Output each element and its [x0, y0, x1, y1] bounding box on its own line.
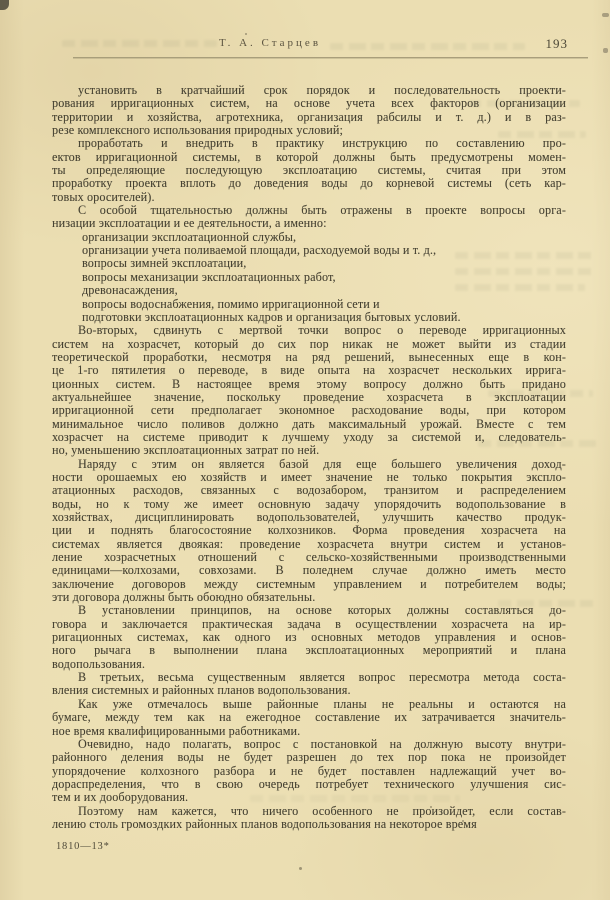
text-line: В третьих, весьма существенным является вопрос пересмотра метода соста-	[78, 671, 566, 685]
text-line: систем на хозрасчет, который до сих пор никак не может выйти из стадии	[52, 337, 566, 351]
text-line: рования ирригационных систем, на основе учета всех факторов (организации	[52, 97, 566, 111]
text-line: минимальное число поливов должно дать максимальный урожай. Вместе с тем	[52, 417, 566, 431]
text-line: ционных систем. В настоящее время этому вопросу должно быть придано	[52, 377, 566, 391]
text-line: дораспределения, что в свою очередь потребует технического улучшения сис-	[52, 777, 566, 791]
text-line: ирригационной сети предполагает экономное расходование воды, при котором	[52, 404, 566, 418]
text-line: ного рычага в выполнении плана эксплоатационных мероприятий и плана	[52, 644, 566, 658]
running-header-author: Т. А. Старцев	[218, 37, 322, 49]
text-line: но, уменьшению эксплоатационных затрат по ней.	[52, 444, 320, 458]
text-line: актуальнейшее значение, поскольку проведение хозрасчета в эксплоатации	[52, 390, 566, 404]
text-line: Поэтому нам кажется, что ничего особенного не произойдет, если состав-	[78, 804, 566, 818]
text-line: товых оросителей).	[52, 190, 155, 204]
list-item-line: вопросы механизации эксплоатационных работ,	[82, 270, 336, 284]
text-line: ригационных системах, как одного из основных методов управления и основ-	[52, 631, 566, 645]
text-line: ление хозрасчетных отношений с сельско-хозяйственными производственными	[52, 551, 566, 565]
list-item-line: древонасаждения,	[82, 284, 178, 298]
printer-signature: 1810—13*	[56, 841, 110, 852]
text-line: низации эксплоатации и ее деятельности, а именно:	[52, 217, 327, 231]
text-line: районного деления воды не будет разрешен до тех пор пока не произойдет	[52, 751, 566, 765]
scan-edge-mark	[603, 48, 608, 53]
paragraph	[52, 805, 566, 832]
paragraph	[52, 604, 566, 671]
text-line: вления системных и районных планов водопользования.	[52, 684, 351, 698]
dust-speck	[299, 867, 302, 870]
text-line: ектов ирригационной системы, в которой должны быть предусмотрены момен-	[52, 150, 566, 164]
list-item-line: вопросы водоснабжения, помимо ирригационной сети и	[82, 297, 380, 311]
text-line: С особой тщательностью должны быть отражены в проекте вопросы орга-	[78, 204, 566, 218]
text-block	[52, 84, 566, 831]
header-rule	[73, 57, 588, 58]
text-line: Во-вторых, сдвинуть с мертвой точки вопрос о переводе ирригационных	[78, 324, 566, 338]
text-line: ты определяющие последующую эксплоатацию системы, считая при этом	[52, 164, 566, 178]
list-item-line: организации эксплоатационной службы,	[82, 230, 297, 244]
paragraph	[52, 324, 566, 457]
text-line: проработать и внедрить в практику инструкцию по составлению про-	[78, 137, 566, 151]
text-line: хозяйствах, дисциплинировать водопользователей, улучшить качество продук-	[52, 511, 566, 524]
dust-speck	[245, 33, 247, 35]
text-line: тем и их дооборудования.	[52, 791, 189, 805]
text-line: лению столь громоздких районных планов водопользования на некоторое время	[52, 817, 477, 831]
text-line: упорядочение колхозного разбора и не будет поставлен надлежащий учет во-	[52, 764, 566, 778]
list-item-line: организации учета поливаемой площади, расходуемой воды и т. д.,	[82, 244, 437, 258]
text-line: ции и поднять благосостояние колхозников. Форма проведения хозрасчета на	[52, 524, 566, 538]
text-line: говора и заключается практическая задача в осуществлении хозрасчета на ир-	[52, 617, 566, 631]
text-line: атационных расходов, связанных с водозабором, транзитом и распределением	[52, 484, 566, 498]
text-line: установить в кратчайший срок порядок и последовательность проекти-	[78, 84, 566, 97]
page-number: 193	[545, 36, 568, 51]
text-line: заключение договоров между системным управлением и потребителем воды;	[52, 577, 566, 591]
paragraph	[52, 698, 566, 738]
paragraph	[52, 671, 566, 698]
text-line: единицами—колхозами, совхозами. В поледнем случае должно иметь место	[52, 564, 566, 578]
text-line: резе комплексного использования природных условий;	[52, 124, 344, 138]
text-line: теоретической проработки, несмотря на ряд решений, вынесенных еще в кон-	[52, 350, 566, 364]
paragraph	[52, 204, 566, 231]
text-line: В установлении принципов, на основе которых должны составляться до-	[78, 604, 566, 618]
text-line: бумаге, между тем как на ежегодное составление их затрачивается значитель-	[52, 711, 566, 725]
paragraph	[52, 84, 566, 137]
paragraph	[52, 738, 566, 805]
text-line: водопользования.	[52, 657, 146, 671]
scan-edge-mark	[602, 13, 609, 17]
text-line: ности орошаемых ею хозяйств и имеет значение не только покрытия экспло-	[52, 470, 566, 484]
list-item-line: подготовки эксплоатационных кадров и организация бытовых условий.	[82, 310, 461, 324]
text-line: территории и хозяйства, агротехника, организация рабсилы и т. д.) и в раз-	[52, 110, 566, 124]
text-line: системах является двоякая: проведение хозрасчета внутри систем и установ-	[52, 537, 566, 551]
paragraph	[52, 137, 566, 204]
text-line: эти договора должны быть обоюдно обязательны.	[52, 591, 316, 605]
list-block	[52, 231, 566, 324]
text-line: це 1-го пятилетия о переводе, в виде опыта на хозрасчет нескольких иррига-	[52, 364, 566, 378]
text-line: ное время квалифицированными работниками.	[52, 724, 301, 738]
text-line: воды, но к тому же имеет основную задачу упорядочить водопользование в	[52, 497, 566, 511]
scan-corner-mark	[0, 0, 9, 10]
text-line: хозрасчет на системе приводит к лучшему уходу за системой и, следователь-	[52, 430, 566, 444]
text-line: проработку проекта вплоть до доведения воды до корневой системы (сеть кар-	[52, 177, 566, 191]
list-item-line: вопросы зимней эксплоатации,	[82, 257, 247, 271]
paragraph	[52, 458, 566, 605]
text-line: Очевидно, надо полагать, вопрос с постановкой на должную высоту внутри-	[78, 737, 566, 751]
text-line: Наряду с этим он является базой для еще большего увеличения доход-	[78, 457, 566, 471]
text-line: Как уже отмечалось выше районные планы не реальны и остаются на	[78, 697, 566, 711]
